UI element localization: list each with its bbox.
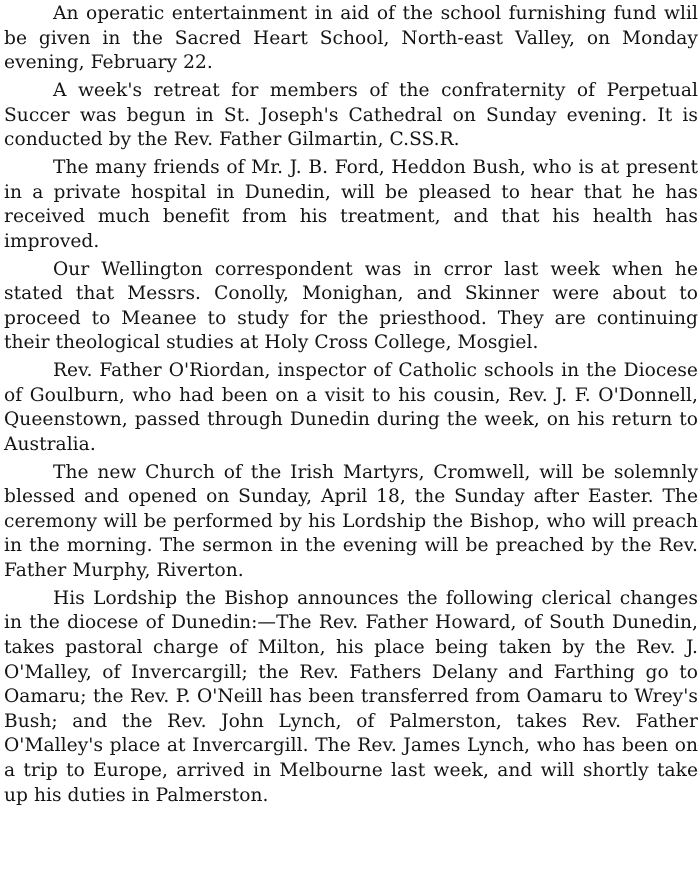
paragraph-operatic-entertainment: An operatic entertainment in aid of the school furnishing fund wlil be given in the Sacred Heart School, North-east Valley, on Monday evening, February 22. bbox=[4, 3, 698, 74]
paragraph-retreat: A week's retreat for members of the confraternity of Perpetual Succer was begun in St. Joseph's Cathedral on Sunday evening. It is conducted by the Rev. Father Gilmartin, C.SS.R. bbox=[4, 79, 698, 151]
paragraph-ford-health: The many friends of Mr. J. B. Ford, Heddon Bush, who is at present in a private hospital in Dunedin, will be pleased to hear that he has received much benefit from his treatment, and that his health has improved. bbox=[4, 156, 698, 252]
newspaper-column bbox=[4, 2, 698, 811]
paragraph-oriordan-visit: Rev. Father O'Riordan, inspector of Catholic schools in the Diocese of Goulburn, who had been on a visit to his cousin, Rev. J. F. O'Donnell, Queenstown, passed through Dunedin during the week, on his return to Australia. bbox=[4, 360, 698, 455]
paragraph-cromwell-church: The new Church of the Irish Martyrs, Cromwell, will be solemnly blessed and opened on Sunday, April 18, the Sunday after Easter. The ceremony will be performed by his Lordship the Bishop, who will preach in the morning. The sermon in the evening will be preached by the Rev. Father Murphy, Riverton. bbox=[4, 461, 698, 581]
paragraph-clerical-changes: His Lordship the Bishop announces the following clerical changes in the diocese of Dunedin:—The Rev. Father Howard, of South Dunedin, takes pastoral charge of Milton, his place being taken by the Rev. J. O'Malley, of Invercargill; the Rev. Fathers Delany and Farthing go to Oamaru; the Rev. P. O'Neill has been transferred from Oamaru to Wrey's Bush; and the Rev. John Lynch, of Palmerston, takes Rev. Father O'Malley's place at Invercargill. The Rev. James Lynch, who has been on a trip to Europe, arrived in Melbourne last week, and will shortly take up his duties in Palmerston. bbox=[4, 587, 698, 806]
paragraph-wellington-correction: Our Wellington correspondent was in crror last week when he stated that Messrs. Conolly, Monighan, and Skinner were about to proceed to Meanee to study for the priesthood. They are continuing their theological studies at Holy Cross College, Mosgiel. bbox=[4, 258, 698, 354]
